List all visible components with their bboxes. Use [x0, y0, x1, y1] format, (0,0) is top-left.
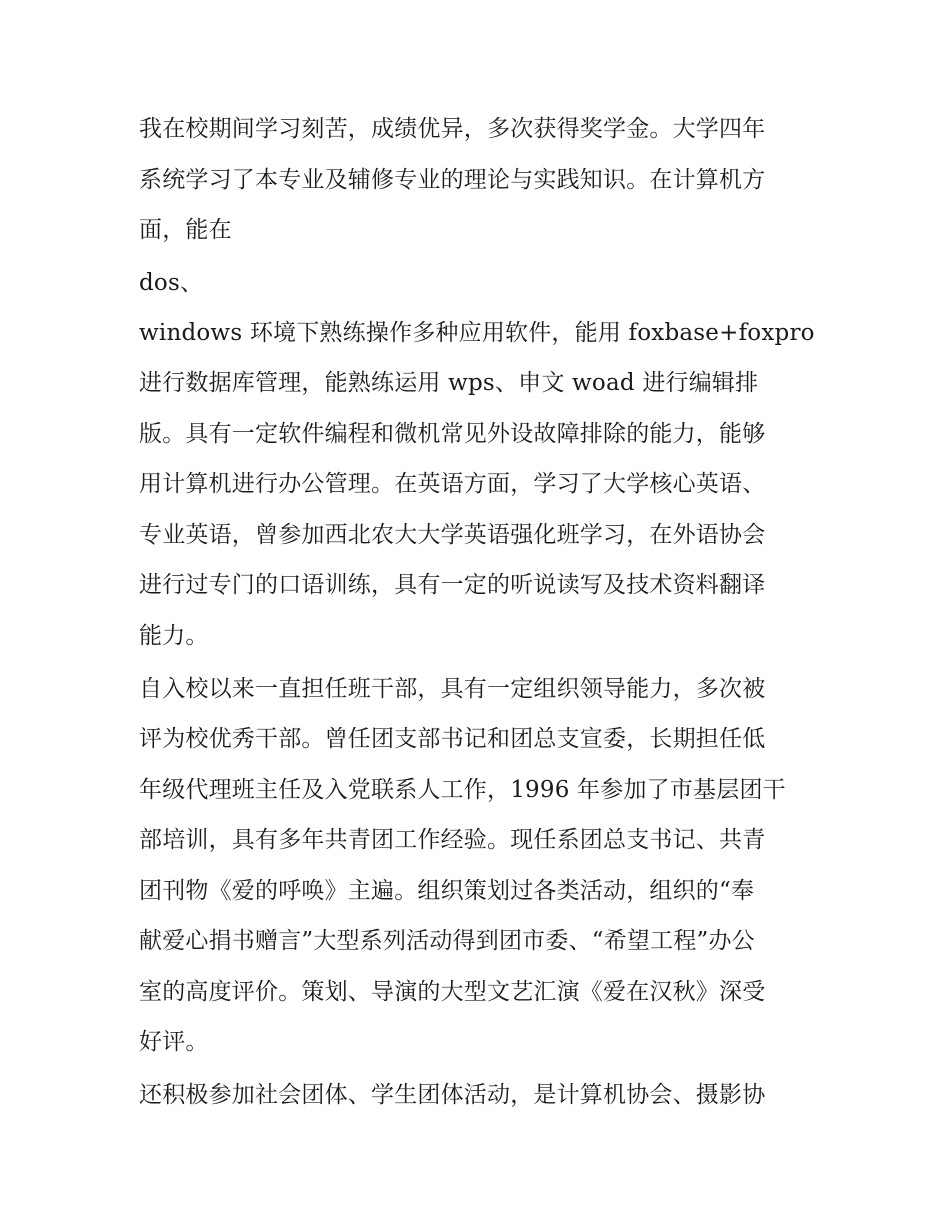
text-line: 年级代理班主任及入党联系人工作，1996 年参加了市基层团干 — [139, 777, 786, 803]
text-line: 系统学习了本专业及辅修专业的理论与实践知识。在计算机方 — [139, 167, 766, 193]
text-line: 进行数据库管理，能熟练运用 wps、申文 woad 进行编辑排 — [139, 370, 759, 396]
text-line: 版。具有一定软件编程和微机常见外设故障排除的能力，能够 — [139, 421, 766, 447]
text-line: 自入校以来一直担任班干部，具有一定组织领导能力，多次被 — [139, 676, 766, 702]
text-line: dos、 — [139, 270, 204, 296]
text-line: 还积极参加社会团体、学生团体活动，是计算机协会、摄影协 — [139, 1082, 766, 1108]
text-line: 评为校优秀干部。曾任团支部书记和团总支宣委，长期担任低 — [139, 726, 766, 752]
text-line: 团刊物《爱的呼唤》主遍。组织策划过各类活动，组织的“奉 — [139, 878, 755, 904]
text-line: 室的高度评价。策划、导演的大型文艺汇演《爱在汉秋》深受 — [139, 979, 766, 1005]
text-line: windows 环境下熟练操作多种应用软件，能用 foxbase+foxpro — [139, 320, 815, 346]
text-line: 进行过专门的口语训练，具有一定的听说读写及技术资料翻译 — [139, 572, 766, 598]
text-line: 献爱心捐书赠言”大型系列活动得到团市委、“希望工程”办公 — [139, 928, 755, 954]
text-line: 部培训，具有多年共青团工作经验。现任系团总支书记、共青 — [139, 827, 766, 853]
text-line: 专业英语，曾参加西北农大大学英语强化班学习，在外语协会 — [139, 522, 766, 548]
text-line: 能力。 — [139, 623, 209, 649]
text-line: 用计算机进行办公管理。在英语方面，学习了大学核心英语、 — [139, 471, 766, 497]
text-line: 面，能在 — [139, 217, 232, 243]
text-line: 我在校期间学习刻苦，成绩优异，多次获得奖学金。大学四年 — [139, 116, 766, 142]
text-line: 好评。 — [139, 1029, 209, 1055]
